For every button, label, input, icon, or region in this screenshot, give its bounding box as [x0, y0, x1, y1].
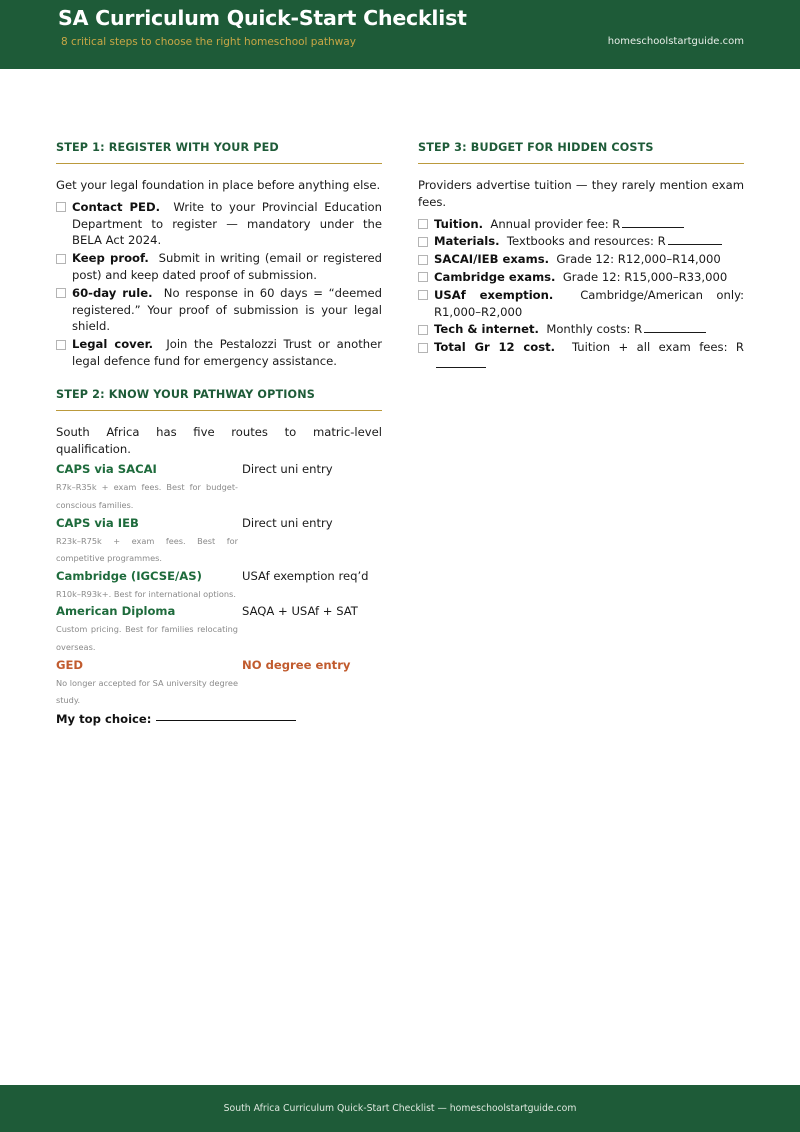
checkbox-icon[interactable]: [56, 340, 66, 350]
checklist-item-label: USAf exemption.: [434, 287, 554, 302]
pathway-row[interactable]: [56, 462, 382, 476]
footer-text: South Africa Curriculum Quick-Start Checklist — homeschoolstartguide.com: [223, 1103, 577, 1114]
fill-in-line[interactable]: [644, 332, 706, 333]
checklist-item-label: Materials.: [434, 234, 500, 249]
step-3-intro: Providers advertise tuition — they rarely mention exam fees.: [418, 178, 744, 209]
document-body: [0, 69, 800, 1085]
checklist-item-text: Monthly costs: R: [538, 322, 643, 337]
checklist-item-text: Write to your Provincial Education Department to register — mandatory under the BELA Act 2024.: [72, 199, 382, 248]
header-website-url: homeschoolstartguide.com: [607, 36, 744, 47]
step-3-title: STEP 3: BUDGET FOR HIDDEN COSTS: [418, 141, 654, 154]
checklist-item-label: Cambridge exams.: [434, 269, 556, 284]
top-choice-row: [56, 712, 382, 726]
checkbox-icon[interactable]: [418, 255, 428, 265]
checkbox-icon[interactable]: [56, 288, 66, 298]
step-3-checklist: [418, 216, 744, 373]
pathway-name: CAPS via SACAI: [56, 462, 157, 477]
checklist-item[interactable]: [56, 285, 382, 335]
pathway-list: [56, 462, 382, 710]
checklist-item[interactable]: [418, 321, 744, 338]
pathway-entry-note: Direct uni entry: [242, 462, 333, 477]
checklist-item-text: Tuition + all exam fees: R: [555, 340, 744, 355]
top-choice-label: My top choice:: [56, 711, 152, 726]
step-2-title: STEP 2: KNOW YOUR PATHWAY OPTIONS: [56, 387, 315, 401]
checklist-item-text: Textbooks and resources: R: [499, 234, 666, 249]
right-column: [418, 141, 744, 374]
pathway-subnote: R7k–R35k + exam fees. Best for budget-conscious families.: [56, 482, 238, 510]
checklist-item-text: Submit in writing (email or registered post) and keep dated proof of submission.: [72, 251, 382, 282]
section-step-1: [56, 141, 382, 370]
checkbox-icon[interactable]: [418, 237, 428, 247]
step-1-checklist: [56, 199, 382, 370]
page-title: SA Curriculum Quick-Start Checklist: [58, 6, 467, 30]
pathway-row[interactable]: [56, 569, 382, 583]
step-1-divider: [56, 163, 382, 164]
checklist-item-label: Legal cover.: [72, 337, 154, 352]
checklist-item-label: Total Gr 12 cost.: [434, 340, 556, 355]
step-1-title: STEP 1: REGISTER WITH YOUR PED: [56, 141, 279, 154]
pathway-entry-note: SAQA + USAf + SAT: [242, 604, 358, 619]
checkbox-icon[interactable]: [56, 254, 66, 264]
page-header: [0, 0, 800, 69]
checklist-item-label: Tuition.: [434, 216, 484, 231]
pathway-subnote: R23k–R75k + exam fees. Best for competitive programmes.: [56, 535, 238, 564]
checklist-item-text: No response in 60 days = “deemed registered.” Your proof of submission is your legal shield.: [72, 285, 382, 334]
pathway-name: CAPS via IEB: [56, 515, 139, 530]
pathway-name: Cambridge (IGCSE/AS): [56, 568, 202, 583]
checklist-item-label: 60-day rule.: [72, 285, 153, 300]
pathway-subnote: R10k–R93k+. Best for international options.: [56, 588, 236, 599]
pathway-entry-note: Direct uni entry: [242, 515, 333, 530]
section-step-3: [418, 141, 744, 373]
page-subtitle: 8 critical steps to choose the right homeschool pathway: [61, 36, 356, 48]
checklist-item-text: Annual provider fee: R: [483, 216, 621, 231]
checklist-item[interactable]: [418, 216, 744, 233]
section-step-2: [56, 388, 382, 726]
checklist-item[interactable]: [418, 339, 744, 373]
checklist-item-label: Tech & internet.: [434, 322, 539, 337]
step-2-divider: [56, 410, 382, 411]
checklist-item[interactable]: [418, 233, 744, 250]
checkbox-icon[interactable]: [418, 290, 428, 300]
pathway-subnote: Custom pricing. Best for families relocating overseas.: [56, 624, 238, 653]
step-2-intro: South Africa has five routes to matric-level qualification.: [56, 424, 382, 456]
pathway-entry-note: NO degree entry: [242, 657, 351, 672]
pathway-entry-note: USAf exemption req’d: [242, 568, 369, 583]
pathway-subnote: No longer accepted for SA university degree study.: [56, 677, 238, 706]
checklist-item[interactable]: [418, 251, 744, 268]
checkbox-icon[interactable]: [418, 219, 428, 229]
step-3-divider: [418, 163, 744, 164]
checklist-item-label: Contact PED.: [72, 199, 161, 214]
pathway-row[interactable]: [56, 516, 382, 530]
pathway-name: American Diploma: [56, 604, 176, 619]
checklist-item[interactable]: [418, 287, 744, 321]
checklist-item-text: Join the Pestalozzi Trust or another legal defence fund for emergency assistance.: [72, 337, 382, 368]
checkbox-icon[interactable]: [418, 343, 428, 353]
pathway-row[interactable]: [56, 658, 382, 672]
step-1-intro: Get your legal foundation in place before anything else.: [56, 178, 381, 192]
checklist-item-text: Cambridge/American only: R1,000–R2,000: [434, 287, 744, 319]
top-choice-input-line[interactable]: [156, 720, 296, 721]
page-footer: [0, 1085, 800, 1132]
checklist-item-label: Keep proof.: [72, 251, 149, 266]
pathway-name: GED: [56, 657, 84, 672]
checkbox-icon[interactable]: [56, 202, 66, 212]
fill-in-line[interactable]: [668, 244, 722, 245]
checklist-item[interactable]: [56, 336, 382, 370]
fill-in-line[interactable]: [436, 367, 486, 368]
checkbox-icon[interactable]: [418, 272, 428, 282]
checkbox-icon[interactable]: [418, 325, 428, 335]
checklist-item-label: SACAI/IEB exams.: [434, 252, 550, 267]
checklist-item[interactable]: [418, 269, 744, 286]
checklist-item[interactable]: [56, 250, 382, 284]
fill-in-line[interactable]: [622, 227, 684, 228]
checklist-item-text: Grade 12: R15,000–R33,000: [555, 269, 728, 284]
pathway-row[interactable]: [56, 604, 382, 618]
checklist-item-text: Grade 12: R12,000–R14,000: [549, 252, 721, 267]
left-column: [56, 141, 382, 726]
checklist-item[interactable]: [56, 199, 382, 249]
